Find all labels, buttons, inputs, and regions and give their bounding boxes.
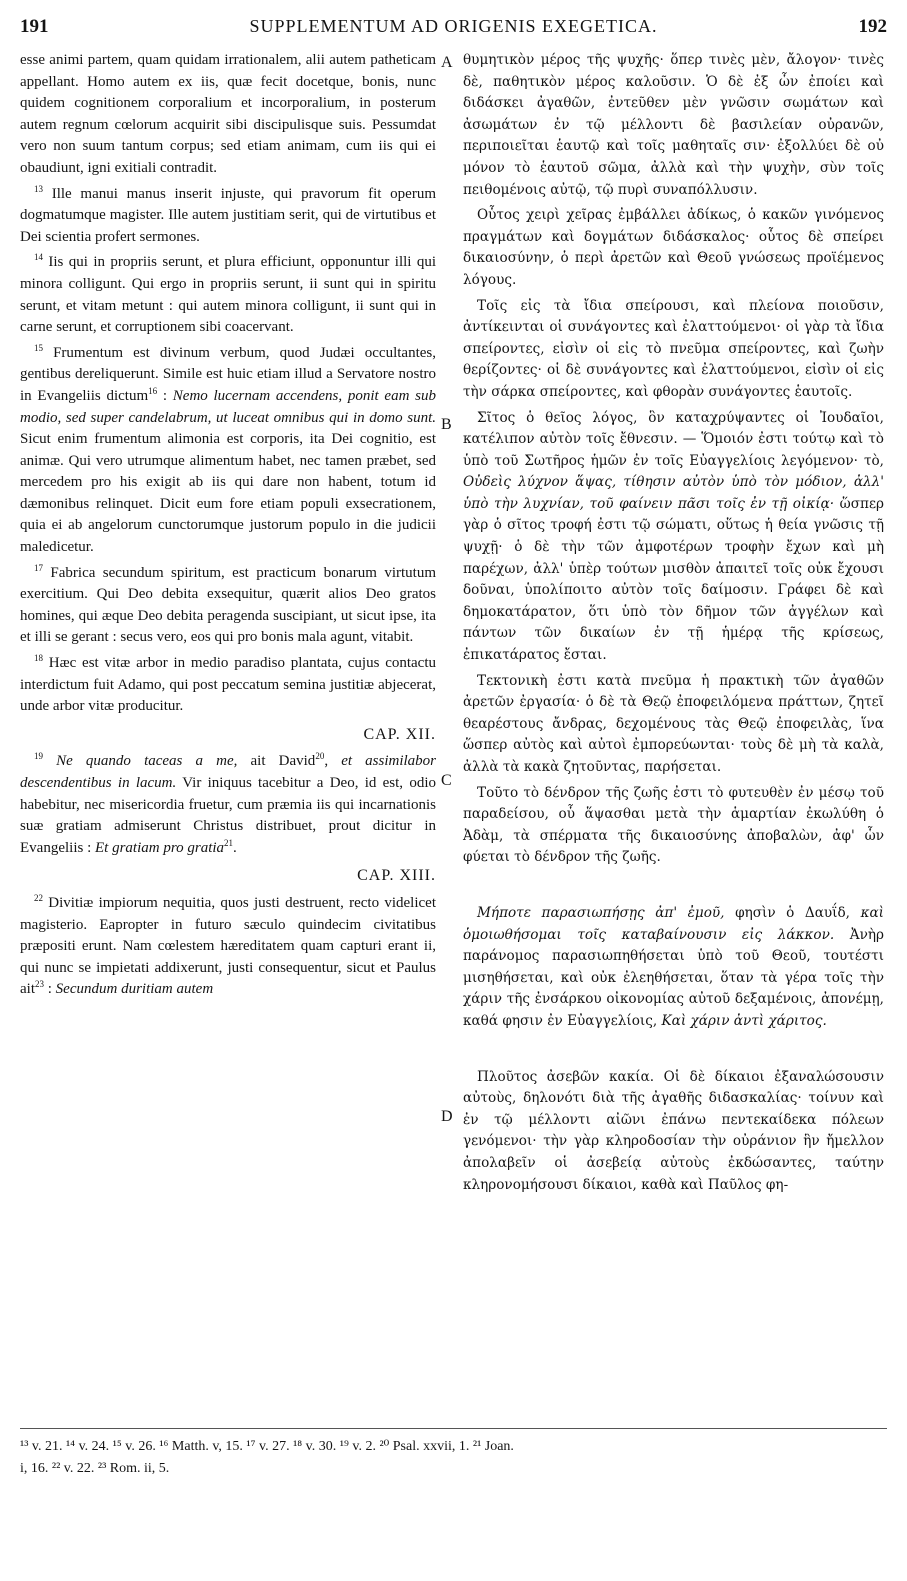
greek-text-15a: Σῖτος ὁ θεῖος λόγος, ὃν καταχρύψαντες οἱ Ἰουδαῖοι, κατέλιπον αὐτὸν τοῖς ἔθνεσιν. — Ὅμοιόν ἐστι τούτῳ καὶ τὸ ὑπὸ τοῦ Σωτῆρος ἡμῶν ἐν τοῖς Εὐαγγελίοις λεγόμενον· τὸ, — [463, 409, 884, 469]
footnote-ref: 21 — [224, 837, 234, 848]
latin-paragraph-18 — [20, 653, 436, 718]
greek-quote-19c: καὶ ὁμοιωθήσομαι τοῖς καταβαίνουσιν εἰς λάκκον. — [463, 904, 884, 943]
latin-text-17: Fabrica secundum spiritum, est practicum bonarum virtutum exercitium. Qui Deo debita exsequitur, quærit alios Deo gratos homines, qui æque Deo debita peragenda suscipiant, ut sicut ipse, ita et illi se gerant : secus vero, eos qui pro bonis mala agunt, vitabit. — [20, 564, 436, 646]
latin-paragraph-15 — [20, 343, 436, 559]
page-number-right: 192 — [858, 16, 887, 37]
verse-number: 14 — [34, 252, 43, 263]
footnote-ref: 23 — [35, 979, 44, 990]
greek-column — [463, 50, 884, 1196]
latin-text-19b: ait David — [237, 753, 316, 770]
running-title: SUPPLEMENTUM AD ORIGENIS EXEGETICA. — [249, 16, 658, 36]
latin-text-19c: , — [324, 753, 342, 770]
page-number-left: 191 — [20, 16, 49, 37]
latin-text-19g: . — [233, 839, 237, 856]
latin-paragraph-14 — [20, 252, 436, 338]
latin-paragraph-1: esse animi partem, quam quidam irrationalem, alii autem patheticam appellant. Homo autem ex iis, quæ fecit docetque, bonis, nunc quidem cognitionem corporalium et incorporalium, in posterum autem regnum cœlorum acquirit sibi discipulisque suis. Pessumdat vero non suum tantum corpus; sed etiam animam, cum iis qui ei obaudiunt, igni exitiali contradit. — [20, 52, 436, 176]
greek-paragraph-15 — [463, 408, 884, 667]
greek-chapter-spacer — [463, 1039, 884, 1061]
footnote-line-2: i, 16. ²² v. 22. ²³ Rom. ii, 5. — [20, 1461, 170, 1476]
footnotes — [20, 1436, 887, 1480]
latin-text-14: Iis qui in propriis serunt, et plura efficiunt, opponuntur illi qui minora colligunt. Qui ergo in propriis serunt, ii sunt qui in spiritu serunt, et vitam metunt : qui autem minora colligunt, ii sunt qui in carne serunt, et corruptionem sibi coacervant. — [20, 254, 437, 336]
latin-text-15a: Frumentum est divinum verbum, quod Judæi occultantes, gentibus dereliquerunt. Simile est huic etiam illud a Servatore nostro in Evangeliis dictum — [20, 344, 436, 404]
footnote-rule — [20, 1428, 887, 1429]
greek-paragraph-18: Τοῦτο τὸ δένδρον τῆς ζωῆς ἐστι τὸ φυτευθὲν ἐν μέσῳ τοῦ παραδείσου, οὗ ἅψασθαι μετὰ τὴν ἁμαρτίαν ἐκωλύθη ὁ Ἀδὰμ, τὰ σπέρματα τῆς δικαιοσύνης ἀποβαλὼν, ἀφ' ὧν φύεται τὸ δένδρον τῆς ζωῆς. — [463, 784, 884, 866]
greek-paragraph-14: Τοῖς εἰς τὰ ἴδια σπείρουσι, καὶ πλείονα ποιοῦσιν, ἀντίκεινται οἱ συνάγοντες καὶ ἐλαττούμενοι· οἱ γὰρ τὰ ἴδια σπείροντες, εἰσὶν οἱ εἰς τὸ πνεῦμα σπείροντες, καὶ ζωὴν θερίζοντες· οἱ δὲ συνάγοντες καὶ ἐλαττούμενοι, εἰσὶν οἱ εἰς τὴν σάρκα σπείροντες, καὶ φθορὰν συνάγοντες ἑαυτοῖς. — [463, 297, 884, 400]
verse-number: 22 — [34, 892, 43, 903]
verse-number: 17 — [34, 562, 43, 573]
verse-number: 19 — [34, 751, 43, 762]
verse-number: 18 — [34, 653, 43, 664]
latin-column — [20, 50, 436, 1001]
greek-paragraph-13: Οὗτος χειρὶ χεῖρας ἐμβάλλει ἀδίκως, ὁ κακῶν γινόμενος πραγμάτων καὶ δογμάτων διδάσκαλος· οὗτος δὲ σπείρει δικαιοσύνην, ὁ περὶ ἀρετῶν καὶ Θεοῦ γνώσεως προϊέμενος λόγους. — [463, 207, 884, 288]
greek-quote-19a: Μήποτε παρασιωπήσῃς ἀπ' ἐμοῦ, — [477, 904, 725, 921]
greek-quote-15: Οὐδεὶς λύχνον ἅψας, τίθησιν αὐτὸν ὑπὸ τὸν μόδιον, ἀλλ' ὑπὸ τὴν λυχνίαν, τοῦ φαίνειν πᾶσι τοῖς ἐν τῇ οἰκίᾳ· — [463, 474, 884, 512]
greek-text-19d: Ἀνὴρ παράνομος παρασιωπηθήσεται ὑπὸ τοῦ Θεοῦ, τουτέστι μισηθήσεται, καὶ οὐκ ἐλεηθήσεται, ὅταν τὰ γέρα τοῖς τὴν χάριν τῆς ἐνσάρκου οἰκονομίας αὐτοῦ δεξαμένοις, ἀπονέμῃ, καθά φησιν ἐν Εὐαγγελίοις, — [463, 926, 884, 1029]
greek-quote-19e: Καὶ χάριν ἀντὶ χάριτος. — [661, 1012, 827, 1029]
verse-number: 15 — [34, 342, 43, 353]
margin-letter-d: D — [441, 1108, 453, 1125]
margin-letter-a: A — [441, 54, 453, 71]
latin-quote-22: Secundum duritiam autem — [55, 981, 214, 998]
footnote-line-1: ¹³ v. 21. ¹⁴ v. 24. ¹⁵ v. 26. ¹⁶ Matth. v, 15. ¹⁷ v. 27. ¹⁸ v. 30. ¹⁹ v. 2. ²⁰ Psal. xxvii, 1. ²¹ Joan. — [20, 1439, 514, 1454]
chapter-heading-13: CAP. XIII. — [357, 867, 436, 885]
latin-quote-19f: Et gratiam pro gratia — [95, 839, 225, 856]
latin-text-22b: : — [44, 981, 56, 998]
latin-paragraph-22 — [20, 893, 436, 1001]
latin-text-19e: Vir iniquus tacebitur a Deo, id est, odio habebitur, nec misericordia fruetur, cum præmia iis qui incarnationis suæ gratiam admiserunt Christus distribuet, prout dicitur in Evangeliis : — [20, 775, 436, 856]
latin-paragraph-19 — [20, 751, 436, 859]
footnote-ref: 16 — [148, 385, 158, 396]
latin-paragraph-13 — [20, 184, 436, 249]
latin-quote-15: Nemo lucernam accendens, ponit eam sub modio, sed super candelabrum, ut luceat omnibus qui in domo sunt. — [20, 387, 436, 426]
greek-text-15c: ὥσπερ γὰρ ὁ σῖτος τροφή ἐστι τῷ σώματι, οὕτως ἡ θεία γνῶσις τῇ ψυχῇ· ὁ δὲ τὴν τῶν ἀμφοτέρων τροφὴν ἔχων καὶ μὴ παρέχων, ἀλλ' ὑπὲρ τούτων μισθὸν ἀπαιτεῖ τοῖς οὐκ ἔχουσι δοῦναι, ὑπολίποιτο αὐτὸν τοῖς δαίμοσιν. Γράφει δὲ καὶ δημοκατάρατον, ὅτι ὑπὸ τὸν δῆμον τῶν ἀγγέλων καὶ πάντων τῶν δικαίων ἐν τῇ ἡμέρᾳ τῆς κρίσεως, ἐπικατάρατος ἔσται. — [463, 495, 884, 664]
page-header — [20, 16, 887, 46]
greek-text-19b: φησὶν ὁ Δαυΐδ, — [724, 904, 861, 921]
latin-text-15b: : — [157, 387, 173, 404]
chapter-heading-12: CAP. XII. — [363, 725, 436, 743]
latin-text-18: Hæc est vitæ arbor in medio paradiso plantata, cujus contactu interdictum fuit Adamo, qui post peccatum semina justitiæ abjecerat, unde arbor vitæ producitur. — [20, 655, 437, 715]
greek-paragraph-1: θυμητικὸν μέρος τῆς ψυχῆς· ὅπερ τινὲς μὲν, ἄλογον· τινὲς δὲ, παθητικὸν μέρος καλοῦσιν. Ὁ δὲ ἐξ ὧν ἐποίει καὶ διδάσκει ἀγαθῶν, ἐντεῦθεν μὲν γνῶσιν σωμάτων καὶ ἀσωμάτων ἐν τῷ μέλλοντι δὲ βασιλείαν οὐρανῶν, περιποιεῖται ἑαυτῷ καὶ τοῖς μαθηταῖς σιν· ἐξολλύει δὲ οὐ μόνον τὸ ἑαυτοῦ σῶμα, ἀλλὰ καὶ τὴν ψυχὴν, σὺν τοῖς πειθομένοις αὐτῷ, τῷ πυρὶ συναπόλλυσιν. — [463, 52, 884, 198]
footnote-ref: 20 — [315, 751, 325, 762]
latin-paragraph-17 — [20, 563, 436, 649]
latin-quote-19a: Ne quando taceas a me, — [56, 753, 238, 770]
latin-text-15d: Sicut enim frumentum alimonia est corporis, ita Dei cognitio, est animæ. Qui vero utrumque alimentum habet, nec tamen præbet, sed mercedem pro his exigit ab iis qui dare non habent, totum id dæmonibus relinquet. Dicit eum fore etiam populi exsecrationem, quia ei ab angelorum cunctorumque justorum populo in die judicii maledicetur. — [20, 431, 436, 556]
latin-quote-19d: et assimilabor descendentibus in lacum. — [20, 753, 437, 791]
margin-letter-b: B — [441, 416, 452, 433]
greek-paragraph-19 — [463, 903, 884, 1033]
margin-letter-c: C — [441, 772, 452, 789]
latin-text-22a: Divitiæ impiorum nequitia, quos justi destruent, recto videlicet magisterio. Eapropter in futuro sæculo quindecim civitatibus præpositi erunt. Nam cœlestem hæreditatem quam capturi erant ii, qui nunc se impietati addixerunt, justi consequentur, sicut et Paulus ait — [20, 894, 436, 998]
greek-paragraph-17: Τεκτονικὴ ἐστι κατὰ πνεῦμα ἡ πρακτικὴ τῶν ἀγαθῶν ἀρετῶν ἐργασία· ὁ δὲ τὰ Θεῷ ἐποφειλόμενα πράττων, ζητεῖ θεαρέστους ἄνδρας, δεχομένους τὰς Θεῷ ἐποφειλὰς, ἵνα ὥσπερ αὐτὸς καὶ αὐτοὶ ἐμπορεύωνται· τοὺς δὲ μὴ τὰ καλὰ, ἀλλὰ τὰ κακὰ ζητοῦντας, παρήσεται. — [463, 672, 884, 775]
latin-text-13: Ille manui manus inserit injuste, qui pravorum fit operum dogmatumque magister. Ille autem justitiam serit, qui de virtutibus et Dei scientia profert sermones. — [20, 185, 436, 245]
verse-number: 13 — [34, 183, 43, 194]
greek-paragraph-22: Πλοῦτος ἀσεβῶν κακία. Οἱ δὲ δίκαιοι ἐξαναλώσουσιν αὐτοὺς, δηλονότι διὰ τῆς ἀγαθῆς διδασκαλίας· τοίνυν καὶ ἐν τῷ μέλλοντι αἰῶνι ἐπάνω πεντεκαίδεκα πόλεων γενόμενοι· τὴν γὰρ κληροδοσίαν τὴν οὐράνιον ἣν ἤμελλον ἀπολαβεῖν οἱ ἀσεβείᾳ αὐτοὺς ἐκδώσαντες, ταύτην κληρονομήσουσι δίκαιοι, καθὰ καὶ Παῦλος φη- — [463, 1068, 884, 1193]
greek-chapter-spacer — [463, 875, 884, 897]
